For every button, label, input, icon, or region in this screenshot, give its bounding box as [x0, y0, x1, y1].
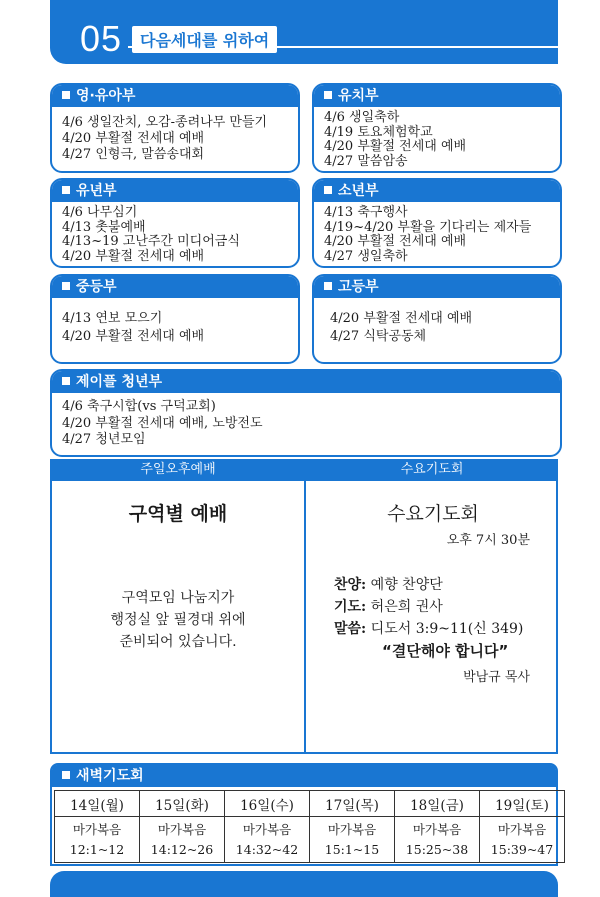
list-item: 4/13 축구행사	[324, 205, 408, 220]
list-item: 4/20 부활절 전세대 예배	[62, 248, 205, 264]
infant-dept-header: 영·유아부	[52, 85, 298, 107]
day-cell: 17일(목)	[310, 791, 395, 817]
page-title: 다음세대를 위하여	[132, 26, 277, 53]
passage-cell: 마가복음 15:1~15	[310, 817, 395, 863]
day-cell: 16일(수)	[225, 791, 310, 817]
list-item: 4/27 인형극, 말씀송대회	[62, 147, 205, 162]
sunday-line: 구역모임 나눔지가	[121, 590, 235, 606]
list-item: 4/20 부활절 전세대 예배	[62, 329, 205, 344]
list-item: 4/27 생일축하	[324, 248, 408, 264]
dawn-schedule-table	[54, 790, 565, 863]
list-item: 4/6 축구시합(vs 구덕교회)	[62, 399, 216, 414]
wednesday-header: 수요기도회	[400, 462, 464, 477]
sunday-title: 구역별 예배	[128, 503, 228, 525]
list-item: 4/27 말씀암송	[324, 153, 408, 169]
word-row	[334, 618, 523, 640]
list-item: 4/27 청년모임	[62, 432, 146, 447]
prayer-label: 기도:	[334, 599, 367, 615]
list-item: 4/20 부활절 전세대 예배	[324, 139, 467, 154]
bullet-icon	[324, 282, 332, 290]
bullet-icon	[62, 771, 70, 779]
sunday-line: 행정실 앞 필경대 위에	[110, 612, 246, 628]
passage-cell: 마가복음 14:32~42	[225, 817, 310, 863]
passage-cell: 마가복음 12:1~12	[55, 817, 140, 863]
youth-dept-header: 소년부	[314, 180, 560, 202]
kinder-dept-header: 유치부	[314, 85, 560, 107]
preacher: 박남규 목사	[463, 670, 530, 685]
list-item: 4/6 생일축하	[324, 110, 400, 125]
bullet-icon	[62, 91, 70, 99]
sermon-title: “결단해야 합니다”	[382, 642, 509, 660]
services-panel	[50, 459, 558, 754]
passage-cell: 마가복음 15:25~38	[395, 817, 480, 863]
day-cell: 15일(화)	[140, 791, 225, 817]
day-cell: 19일(토)	[480, 791, 565, 817]
youth-dept-card	[312, 178, 562, 268]
young-adult-dept-header: 제이플 청년부	[52, 371, 560, 393]
section-number: 05	[80, 18, 123, 59]
list-item: 4/19~4/20 부활을 기다리는 제자들	[324, 219, 532, 235]
bullet-icon	[324, 91, 332, 99]
services-bottom-line	[50, 752, 558, 754]
list-item: 4/13~19 고난주간 미디어금식	[62, 234, 240, 249]
bullet-icon	[62, 377, 70, 385]
prayer-value: 허은희 권사	[370, 599, 443, 615]
sunday-header: 주일오후예배	[140, 462, 216, 477]
bullet-icon	[62, 282, 70, 290]
prayer-row	[334, 596, 523, 618]
passage-cell: 마가복음 14:12~26	[140, 817, 225, 863]
list-item: 4/20 부활절 전세대 예배	[62, 131, 205, 146]
list-item: 4/6 생일잔치, 오감-종려나무 만들기	[62, 115, 268, 130]
praise-row	[334, 574, 523, 596]
passage-cell: 마가복음 15:39~47	[480, 817, 565, 863]
word-value: 디도서 3:9~11(신 349)	[370, 621, 524, 637]
middle-dept-card	[50, 274, 300, 364]
day-cell: 14일(월)	[55, 791, 140, 817]
list-item: 4/20 부활절 전세대 예배, 노방전도	[62, 415, 263, 431]
middle-dept-header: 중등부	[52, 276, 298, 298]
header-bar	[50, 0, 558, 64]
day-cell: 18일(금)	[395, 791, 480, 817]
list-item: 4/20 부활절 전세대 예배	[330, 311, 473, 326]
high-dept-header: 고등부	[314, 276, 560, 298]
list-item: 4/6 나무심기	[62, 205, 138, 220]
high-dept-card	[312, 274, 562, 364]
kinder-dept-card	[312, 83, 562, 173]
sunday-line: 준비되어 있습니다.	[119, 634, 237, 650]
list-item: 4/19 토요체험학교	[324, 124, 433, 140]
list-item: 4/13 촛불예배	[62, 219, 146, 235]
list-item: 4/27 식탁공동체	[330, 329, 427, 344]
child-dept-header: 유년부	[52, 180, 298, 202]
praise-label: 찬양:	[334, 577, 367, 593]
footer-bar	[50, 871, 558, 897]
young-adult-dept-card	[50, 369, 562, 457]
wednesday-time: 오후 7시 30분	[446, 533, 530, 548]
praise-value: 예향 찬양단	[370, 577, 443, 593]
list-item: 4/13 연보 모으기	[62, 311, 163, 326]
bullet-icon	[62, 186, 70, 194]
infant-dept-card	[50, 83, 300, 173]
list-item: 4/20 부활절 전세대 예배	[324, 234, 467, 249]
wednesday-title: 수요기도회	[387, 503, 479, 525]
dawn-prayer-header: 새벽기도회	[52, 765, 556, 787]
child-dept-card	[50, 178, 300, 268]
bullet-icon	[324, 186, 332, 194]
word-label: 말씀:	[334, 621, 367, 637]
